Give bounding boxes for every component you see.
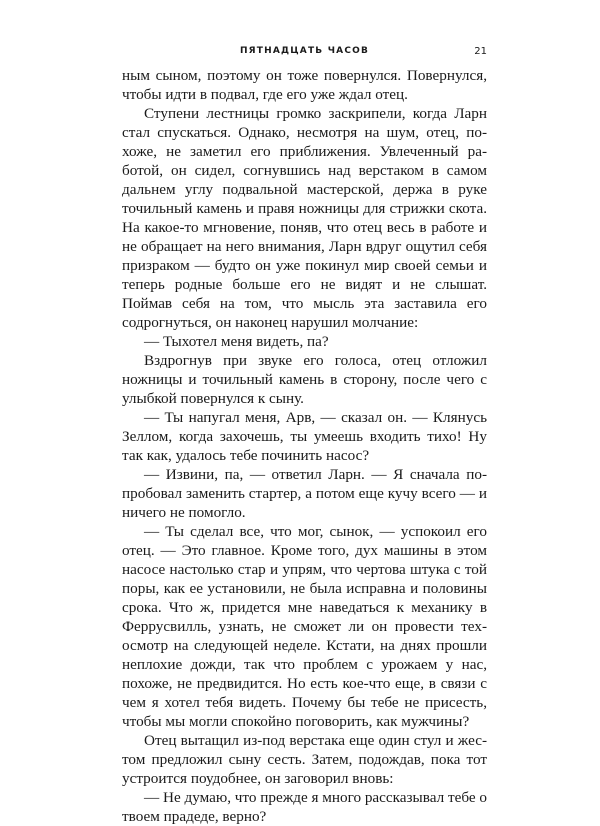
paragraph: Вздрогнув при звуке его голоса, отец отложил ножницы и точильный камень в сторону, после чего с улыбкой повернулся к сыну. [122,352,487,407]
page-number: 21 [474,46,487,57]
paragraph: — Ты сделал все, что мог, сынок, — успокоил его отец. — Это главное. Кроме того, дух машины в этом насосе настолько стар и упрям, что чертова штука с той поры, как ее установили, не была исправна и половины срока. Что ж, придется мне наведаться к механику в Феррусвилль, узнать, не сможет ли он провести техосмотр на следующей неделе. Кстати, на днях прошли неплохие дожди, так что проблем с урожаем у нас, похоже, не предвидится. Но есть кое-что еще, в связи с чем я хотел тебя видеть. Почему бы тебе не присесть, чтобы мы могли спокойно поговорить, как мужчины? [122,523,487,730]
body-text [122,66,487,826]
paragraph: Ступени лестницы громко заскрипели, когда Ларн стал спускаться. Однако, несмотря на шум, отец, похоже, не заметил его приближения. Увлеченный работой, он сидел, согнувшись над верстаком в самом дальнем углу подвальной мастерской, держа в руке точильный камень и правя ножницы для стрижки скота. На какое-то мгновение, поняв, что отец весь в работе и не обращает на него внимания, Ларн вдруг ощутил себя призраком — будто он уже покинул мир своей семьи и теперь родные больше его не видят и не слышат. Поймав себя на том, что мысль эта заставила его содрогнуться, он наконец нарушил молчание: [122,105,487,331]
paragraph: — Ты напугал меня, Арв, — сказал он. — Клянусь Зеллом, когда захочешь, ты умеешь входить тихо! Ну так как, удалось тебе починить насос? [122,409,487,464]
paragraph: — Не думаю, что прежде я много рассказывал тебе о твоем прадеде, верно? [122,789,488,825]
paragraph: ным сыном, поэтому он тоже повернулся. Повернулся, чтобы идти в подвал, где его уже ждал отец. [122,67,487,103]
running-header [122,46,487,62]
running-title: ПЯТНАДЦАТЬ ЧАСОВ [239,46,370,56]
paragraph: — Тыхотел меня видеть, па? [144,333,329,350]
paragraph: Отец вытащил из-под верстака еще один стул и жестом предложил сыну сесть. Затем, подождав, пока тот устроится поудобнее, он заговорил вновь: [122,732,487,787]
paragraph: — Извини, па, — ответил Ларн. — Я сначала попробовал заменить стартер, а потом еще кучу всего — и ничего не помогло. [122,466,487,521]
